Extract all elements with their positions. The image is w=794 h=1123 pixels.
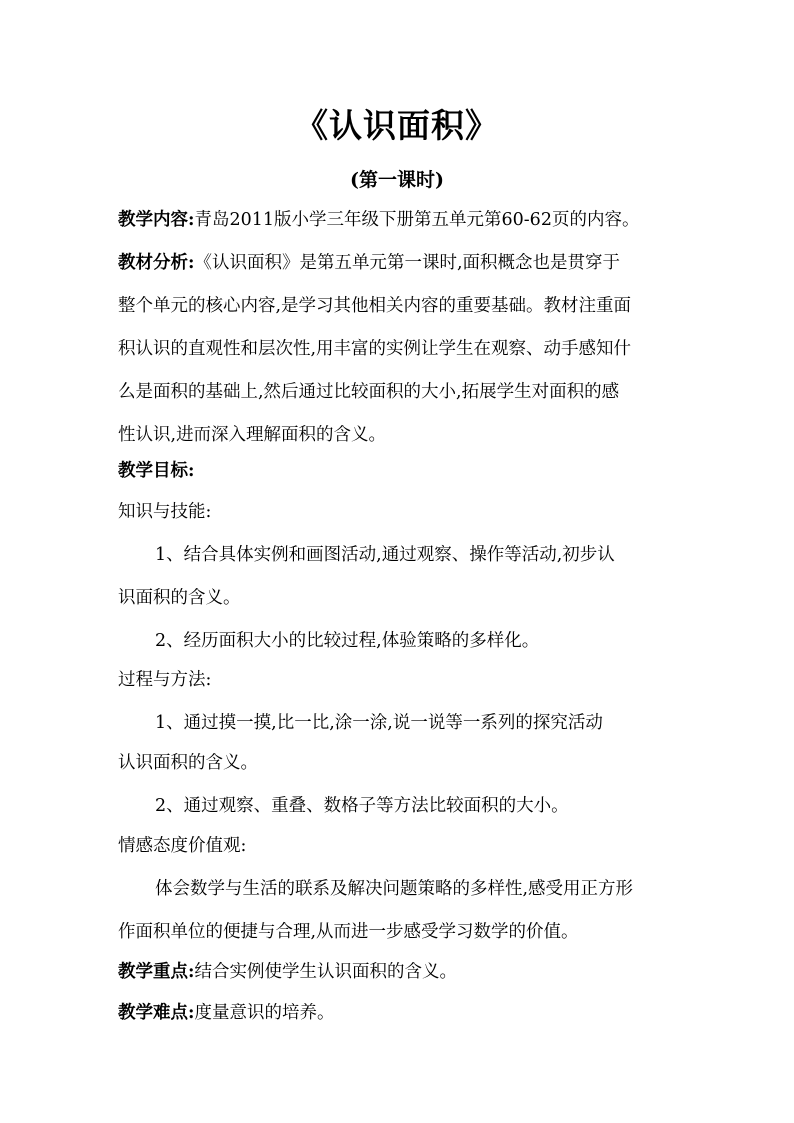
process-line-1: 1、通过摸一摸,比一比,涂一涂,说一说等一系列的探究活动 [155, 713, 603, 733]
knowledge-line-2: 识面积的含义。 [118, 588, 241, 608]
difficulty-text: 度量意识的培养。 [194, 1003, 335, 1023]
knowledge-line-3: 2、经历面积大小的比较过程,体验策略的多样化。 [155, 631, 540, 651]
analysis-line-3: 积认识的直观性和层次性,用丰富的实例让学生在观察、动手感知什 [118, 339, 632, 359]
difficulty-label: 教学难点: [118, 1003, 195, 1023]
teaching-content-label: 教学内容: [118, 210, 195, 230]
emotion-heading: 情感态度价值观: [118, 836, 247, 856]
process-line-2: 认识面积的含义。 [118, 753, 258, 773]
analysis-line-2: 整个单元的核心内容,是学习其他相关内容的重要基础。教材注重面 [118, 296, 632, 316]
document-subtitle: (第一课时) [350, 169, 444, 191]
analysis-label: 教材分析: [118, 253, 195, 273]
analysis-line-4: 么是面积的基础上,然后通过比较面积的大小,拓展学生对面积的感 [118, 382, 620, 402]
process-line-3: 2、通过观察、重叠、数格子等方法比较面积的大小。 [155, 796, 569, 816]
emotion-line-2: 作面积单位的便捷与合理,从而进一步感受学习数学的价值。 [118, 922, 579, 942]
process-heading: 过程与方法: [118, 670, 212, 690]
emotion-line-1: 体会数学与生活的联系及解决问题策略的多样性,感受用正方形 [155, 879, 634, 899]
analysis-line-5: 性认识,进而深入理解面积的含义。 [118, 425, 387, 445]
goals-heading: 教学目标: [118, 461, 195, 481]
difficulty-line [118, 1001, 688, 1025]
analysis-text-1: 《认识面积》是第五单元第一课时,面积概念也是贯穿于 [194, 253, 621, 273]
keypoint-label: 教学重点: [118, 962, 195, 982]
keypoint-line [118, 960, 688, 984]
teaching-content-line [118, 208, 688, 232]
teaching-content-text: 青岛2011版小学三年级下册第五单元第60-62页的内容。 [194, 210, 640, 230]
knowledge-heading: 知识与技能: [118, 502, 212, 522]
document-title: 《认识面积》 [295, 106, 499, 145]
keypoint-text: 结合实例使学生认识面积的含义。 [194, 962, 457, 982]
analysis-line-1 [118, 251, 688, 275]
knowledge-line-1: 1、结合具体实例和画图活动,通过观察、操作等活动,初步认 [155, 545, 615, 565]
